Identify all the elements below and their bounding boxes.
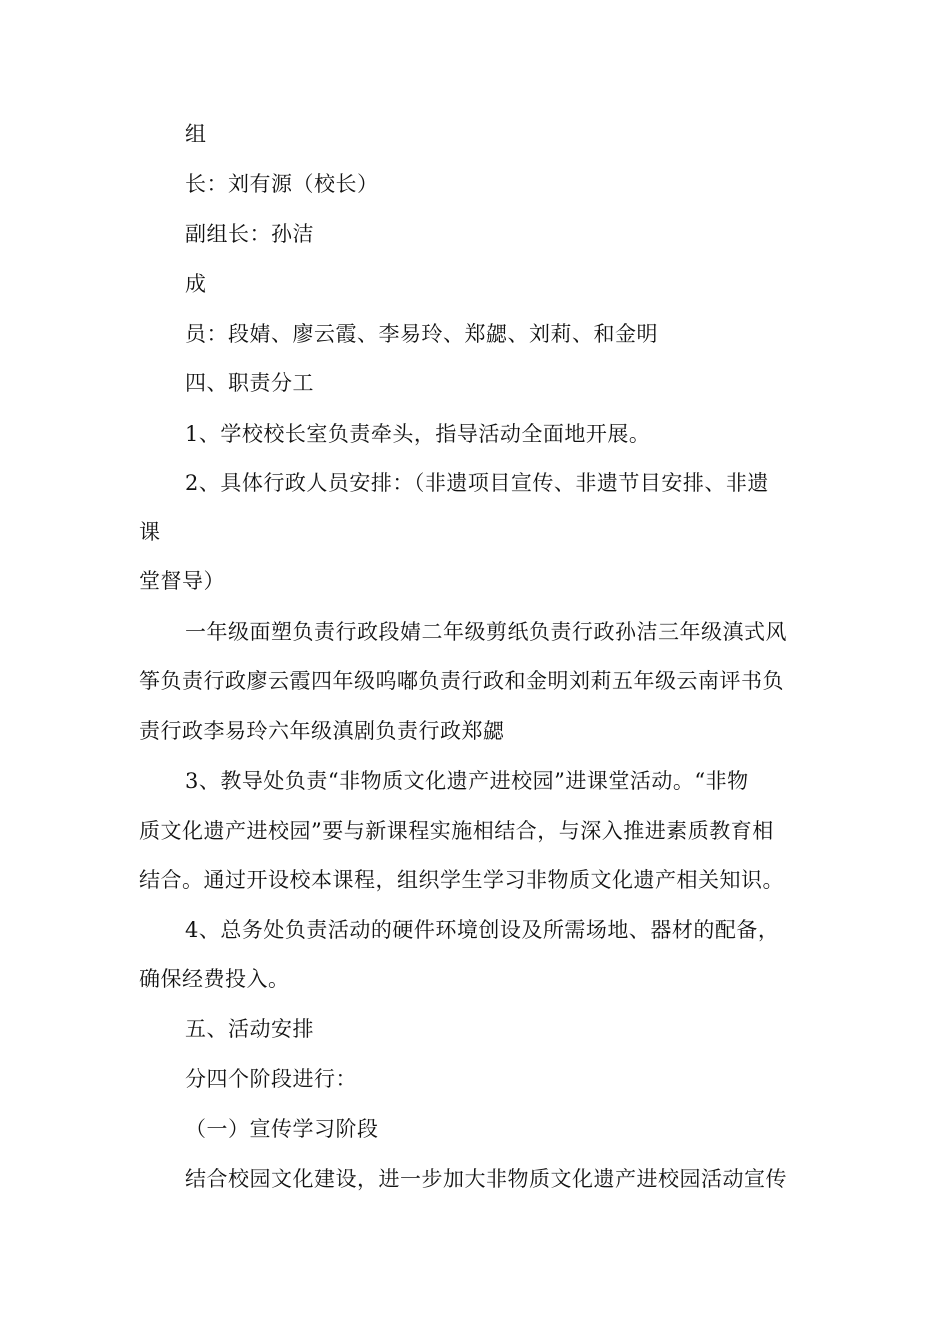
text-line-duty-3-cont-1: 质文化遗产进校园”要与新课程实施相结合，与深入推进素质教育相 — [139, 819, 774, 843]
text-line-duty-1: 1、学校校长室负责牵头，指导活动全面地开展。 — [185, 422, 651, 446]
text-line-group-label-1: 组 — [185, 122, 207, 146]
text-line-duty-4: 4、总务处负责活动的硬件环境创设及所需场地、器材的配备， — [185, 918, 780, 942]
text-line-group-leader: 长：刘有源（校长） — [185, 172, 379, 196]
text-line-stage-1-body: 结合校园文化建设，进一步加大非物质文化遗产进校园活动宣传 — [185, 1167, 787, 1191]
text-line-members-label-1: 成 — [185, 272, 207, 296]
text-line-duty-2-cont-1: 课 — [139, 520, 161, 544]
text-line-duty-3: 3、教导处负责“非物质文化遗产进校园”进课堂活动。“非物 — [185, 769, 749, 793]
section-heading-duties: 四、职责分工 — [185, 371, 314, 395]
text-line-grade-assignments-1: 一年级面塑负责行政段婧二年级剪纸负责行政孙洁三年级滇式风 — [185, 620, 787, 644]
text-line-grade-assignments-3: 责行政李易玲六年级滇剧负责行政郑勰 — [139, 719, 505, 743]
subheading-stage-1: （一）宣传学习阶段 — [185, 1117, 379, 1141]
text-line-four-stages: 分四个阶段进行： — [185, 1067, 357, 1091]
text-line-duty-2: 2、具体行政人员安排：（非遗项目宣传、非遗节目安排、非遗 — [185, 471, 769, 495]
text-line-deputy-leader: 副组长：孙洁 — [185, 222, 314, 246]
text-line-duty-2-cont-2: 堂督导） — [139, 569, 225, 593]
text-line-duty-3-cont-2: 结合。通过开设校本课程，组织学生学习非物质文化遗产相关知识。 — [139, 868, 784, 892]
text-line-duty-4-cont: 确保经费投入。 — [139, 967, 290, 991]
text-line-grade-assignments-2: 筝负责行政廖云霞四年级呜嘟负责行政和金明刘莉五年级云南评书负 — [139, 669, 784, 693]
section-heading-activities: 五、活动安排 — [185, 1017, 314, 1041]
text-line-members: 员：段婧、廖云霞、李易玲、郑勰、刘莉、和金明 — [185, 322, 658, 346]
